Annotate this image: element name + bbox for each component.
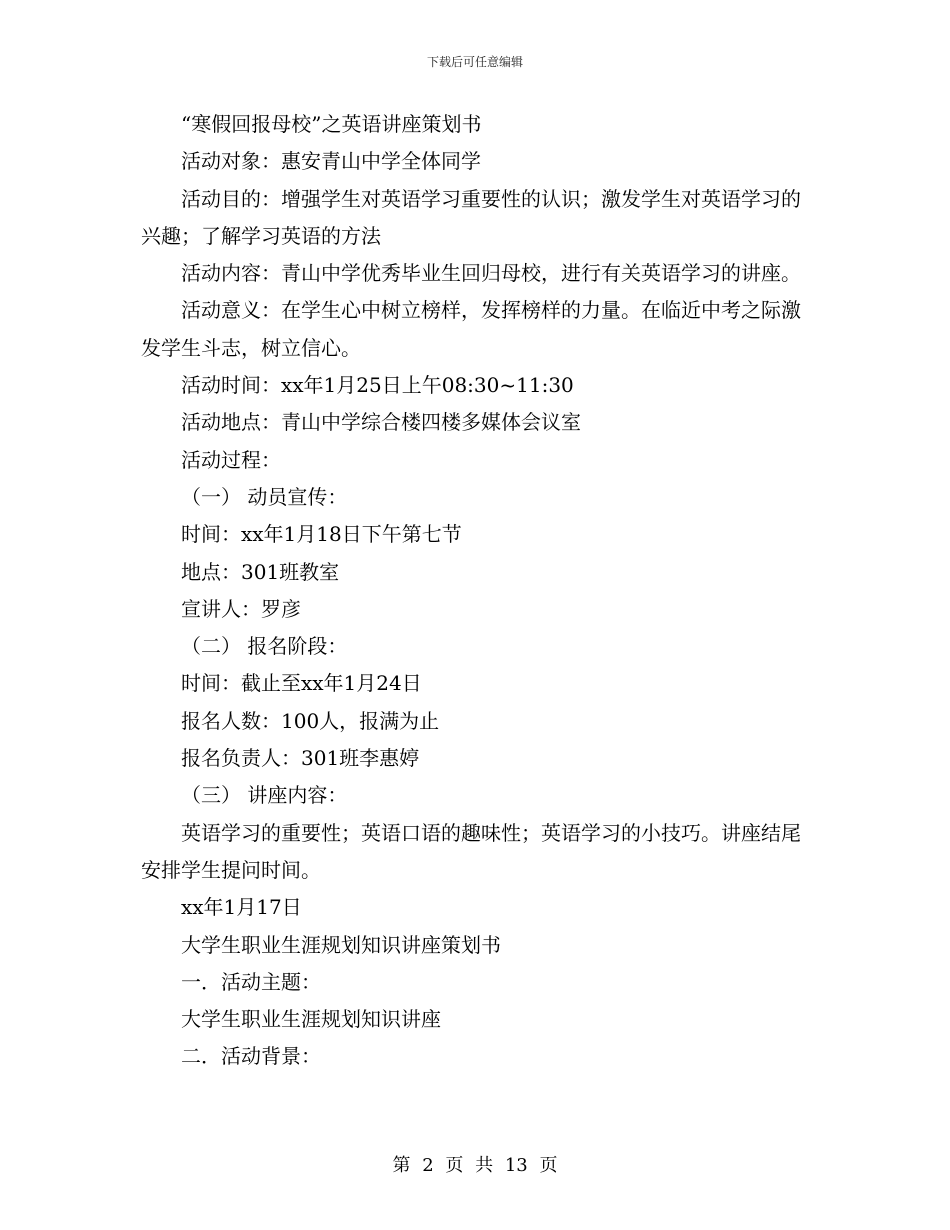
paragraph-process: 活动过程： (181, 447, 281, 472)
paragraph-time: 活动时间：xx年1月25日上午08:30~11:30 (181, 373, 574, 398)
paragraph-content: 活动内容：青山中学优秀毕业生回归母校，进行有关英语学习的讲座。 (181, 261, 801, 286)
page-footer: 第 2 页 共 13 页 (392, 1155, 558, 1176)
section-heading-theme: 一．活动主题： (181, 969, 321, 994)
page-header: 下载后可任意编辑 (426, 55, 523, 69)
paragraph-publicity-location: 地点：301班教室 (181, 559, 340, 584)
paragraph-registration-deadline: 时间：截止至xx年1月24日 (181, 671, 422, 696)
doc-title: “寒假回报母校”之英语讲座策划书 (181, 112, 482, 136)
paragraph-purpose: 活动目的：增强学生对英语学习重要性的认识；激发学生对英语学习的兴趣；了解学习英语的方法 (141, 186, 801, 248)
paragraph-publicity-time: 时间：xx年1月18日下午第七节 (181, 522, 462, 547)
paragraph-registration-count: 报名人数：100人，报满为止 (181, 708, 440, 733)
doc-title-2: 大学生职业生涯规划知识讲座策划书 (181, 932, 501, 957)
paragraph-meaning: 活动意义：在学生心中树立榜样，发挥榜样的力量。在临近中考之际激发学生斗志，树立信心。 (141, 298, 801, 360)
section-heading-background: 二．活动背景： (181, 1044, 321, 1069)
section-heading-lecture: （三） 讲座内容： (181, 783, 348, 808)
section-heading-registration: （二） 报名阶段： (181, 634, 348, 659)
paragraph-lecture-content: 英语学习的重要性；英语口语的趣味性；英语学习的小技巧。讲座结尾安排学生提问时间。 (141, 820, 801, 882)
document-body (141, 106, 801, 1076)
paragraph-registration-owner: 报名负责人：301班李惠婷 (181, 746, 420, 771)
section-heading-publicity: （一） 动员宣传： (181, 484, 348, 509)
paragraph-location: 活动地点：青山中学综合楼四楼多媒体会议室 (181, 410, 581, 435)
paragraph-speaker: 宣讲人：罗彦 (181, 596, 301, 621)
paragraph-theme: 大学生职业生涯规划知识讲座 (181, 1007, 441, 1032)
paragraph-date: xx年1月17日 (181, 895, 302, 920)
paragraph-target: 活动对象：惠安青山中学全体同学 (181, 149, 481, 174)
